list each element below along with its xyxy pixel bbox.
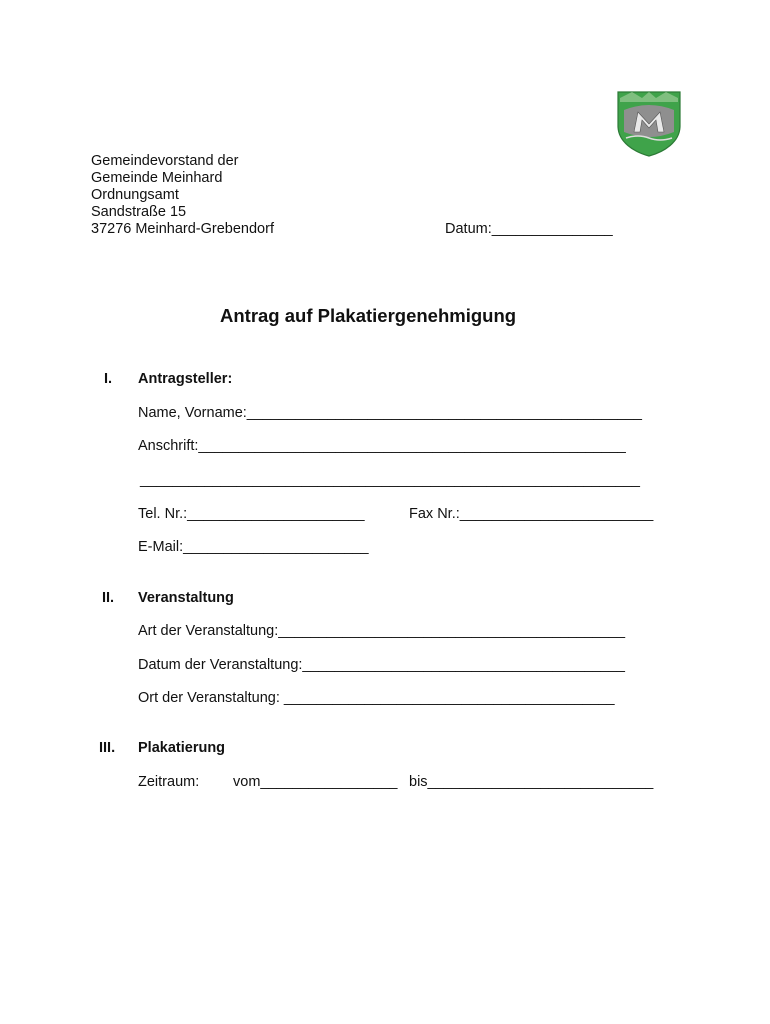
period-label: Zeitraum: xyxy=(138,774,200,790)
event-date-field[interactable]: Datum der Veranstaltung:________________________________________ xyxy=(138,657,625,673)
address-line-2: Gemeinde Meinhard xyxy=(91,170,223,186)
address-line-4: Sandstraße 15 xyxy=(91,204,187,220)
event-type-field[interactable]: Art der Veranstaltung:___________________________________________ xyxy=(138,623,626,639)
name-field[interactable]: Name, Vorname:_________________________________________________ xyxy=(138,405,642,421)
section-3-numeral: III. xyxy=(99,740,116,756)
address-line-3: Ordnungsamt xyxy=(91,187,179,203)
address-line-1: Gemeindevorstand der xyxy=(91,153,239,169)
coat-of-arms-icon xyxy=(614,88,684,158)
section-3-heading: Plakatierung xyxy=(138,740,226,756)
address-field[interactable]: Anschrift:_____________________________________________________ xyxy=(138,438,626,454)
period-to-field[interactable]: bis____________________________ xyxy=(409,774,654,790)
section-2-heading: Veranstaltung xyxy=(138,590,234,606)
fax-field[interactable]: Fax Nr.:________________________ xyxy=(409,506,654,522)
address-line-5: 37276 Meinhard-Grebendorf xyxy=(91,221,274,237)
period-from-field[interactable]: vom_________________ xyxy=(233,774,398,790)
address-continuation-field[interactable]: ______________________________________________________________ xyxy=(140,472,640,488)
section-2-numeral: II. xyxy=(102,590,115,606)
section-1-heading: Antragsteller: xyxy=(138,371,233,387)
email-field[interactable]: E-Mail:_______________________ xyxy=(138,539,369,555)
tel-field[interactable]: Tel. Nr.:______________________ xyxy=(138,506,365,522)
section-1-numeral: I. xyxy=(104,371,113,387)
event-location-field[interactable]: Ort der Veranstaltung: _________________________________________ xyxy=(138,690,615,706)
date-field[interactable]: Datum:_______________ xyxy=(445,221,613,237)
page-title: Antrag auf Plakatiergenehmigung xyxy=(220,305,517,326)
